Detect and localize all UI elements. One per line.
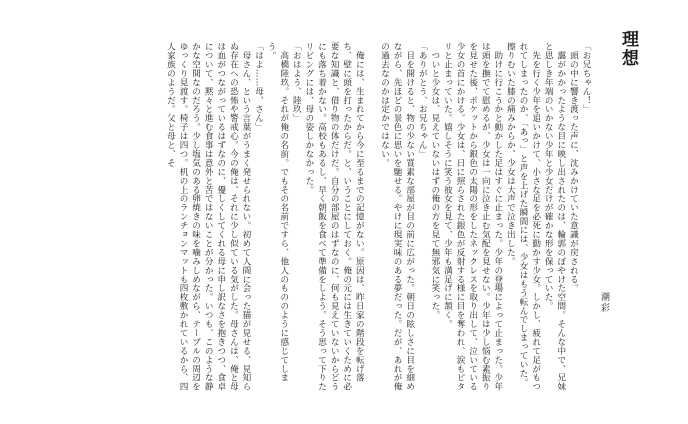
paragraph: 「おはよう、陸玖」: [291, 42, 302, 123]
story-title: 理想: [618, 30, 638, 68]
paragraph: 頭の中に響き渡った声に、沈みかけていた意識が戻される。: [568, 42, 579, 293]
paragraph: 高橋陸玖。それが俺の名前。でもその名前ですら、他人のもののように感じてしまう。: [266, 42, 289, 383]
paragraph: 目を開けると、物の少ない質素な部屋が目の前に広がった。朝日の眩しさに目を細めながら、先ほどの景色に思いを馳せる。やけに現実味のある夢だった。だが、あれが俺の過去なのかは定かではない。: [379, 42, 415, 392]
author-name: 潮彩: [599, 292, 609, 314]
paragraph: 靄がかかったような目に映し出されたのは、輪郭のぼやけた空間。そんな中で、兄妹と思しき年端のいかない少年と少女だけが確かな形を保っていた。: [543, 42, 566, 392]
paragraph: ついと少女は、見えていないはずの俺の方を見て無邪気に笑った。: [429, 42, 440, 320]
paragraph: 「はよ……母、さん」: [253, 42, 264, 132]
paragraph: 「ありがとう、お兄ちゃん」: [417, 42, 428, 159]
paragraph: 助けに行こうかと動かした足はすぐに止まった。少年の登場によって止まった。少年は頭を撫でて慰めるが、少女は一向に泣き止む気配を見せない。少年は少し悩む素振りを見せた後、ポケットから銀色の太陽の形をしたネックレスを取り出して、泣いている少女の首にかける。少女は、日に照らされた銀色が反射する様に目を奪われ、涙もピタリと止まっていた。嬉しそうに笑う彼女を見て、少年も満足げに頷く。: [442, 42, 503, 392]
story-body: [54, 42, 592, 392]
paragraph: 俺には、生まれてから今に至るまでの記憶がない。原因は、昨日家の階段を転げ落ち、壁に頭を打ったからだ。と、いうことにしておく。俺の元には生きていくために必要な知識と、借り物の体だけだ。自分の部屋のはずなのに、何も見えていないからどうにも落ち着かない。高校もあるし、早く朝飯を食べて準備をしよう。そう思って下りたリビングには、母の姿しかなかった。: [303, 42, 365, 392]
paragraph: 「お兄ちゃん！」: [581, 42, 591, 114]
paragraph: 母さん、という言葉がうまく発せられない。初めて人間に会った猫が見せる、見知らぬ存在への恐怖や警戒心。今の俺は、それに少し似ている気がした。母さんは、俺と母は血がつながっているはずなのに、優しくしてくれる母に申し訳なさを抱きつつ、食卓について、黙々と進む食事は意外と苦ではないことが分かった。いつも、このような静かな空間なのだろう。少し塩気のある卵焼きの味を噛みしめながら、テーブルの周辺をゆっくり見渡す。椅子は四つ。机の上のランチョンマットも四枚敷かれているから、四人家族のようだ。父と母と、そ: [165, 42, 251, 392]
paragraph: 先を行く少年を追いかけて、小さな足を必死に動かす少女。しかし、疲れて足がもつれてしまったのか、「あっ」と声を上げた瞬間には、少女はもう転んでしまっていた。擦りむいた膝の痛みからか、少女は大声で泣き出した。: [505, 42, 541, 392]
